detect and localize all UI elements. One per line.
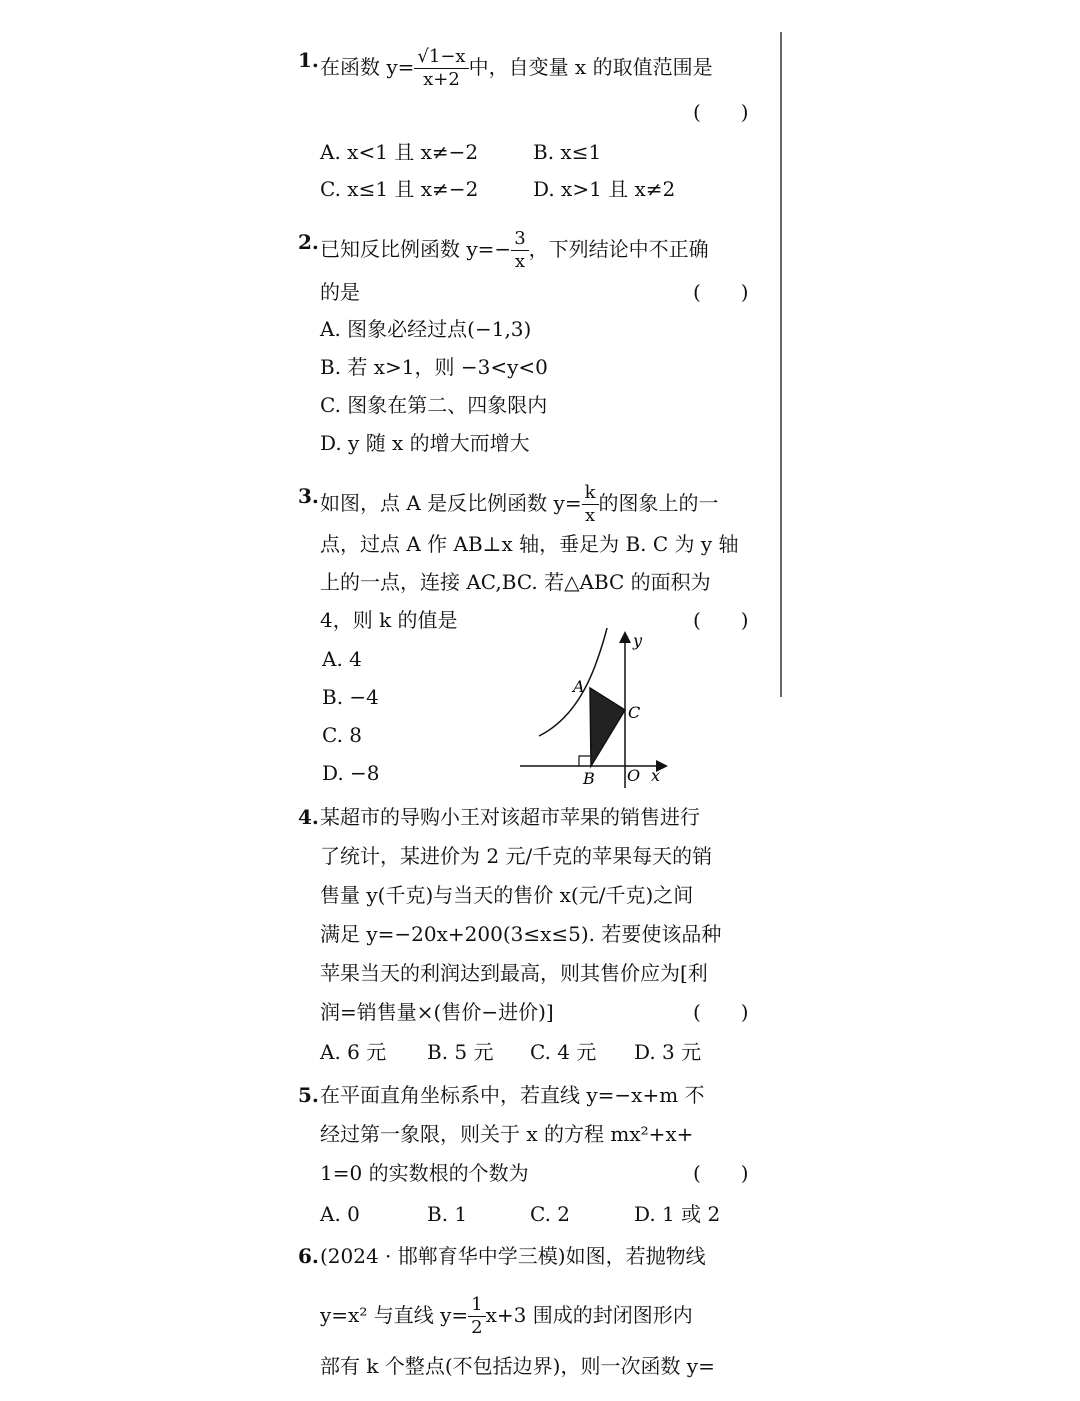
q4-line-1: 某超市的导购小王对该超市苹果的销售进行 (320, 805, 700, 829)
q3-frac-den: x (584, 505, 596, 526)
q2-frac-num: 3 (511, 228, 528, 251)
q2-stem-a: 已知反比例函数 (320, 237, 460, 261)
q6-fraction (468, 1294, 485, 1339)
q3-stem (320, 482, 719, 527)
q4-number: 4. (298, 805, 319, 829)
q3-stem-line3: 上的一点，连接 AC,BC. 若△ABC 的面积为 (320, 570, 711, 594)
q4-line-6: 润=销售量×(售价−进价)] (320, 1000, 554, 1024)
q6-line-2 (320, 1294, 693, 1339)
q5-line-1: 在平面直角坐标系中，若直线 y=−x+m 不 (320, 1083, 705, 1107)
q1-option-b: B. x≤1 (533, 140, 602, 164)
q3-stem-line4: 4，则 k 的值是 (320, 608, 458, 632)
q4-option-d: D. 3 元 (634, 1040, 702, 1064)
q3-stem-b: 的图象上的一 (598, 491, 719, 515)
q4-option-a: A. 6 元 (320, 1040, 387, 1064)
q1-option-a: A. x<1 且 x≠−2 (320, 140, 479, 164)
q5-option-b: B. 1 (427, 1202, 468, 1226)
q6-line-3: 部有 k 个整点(不包括边界)，则一次函数 y= (320, 1354, 715, 1378)
q1-option-d: D. x>1 且 x≠2 (533, 177, 676, 201)
q3-option-a: A. 4 (322, 647, 362, 671)
q1-stem (320, 46, 713, 91)
q3-option-d: D. −8 (322, 761, 380, 785)
q1-stem-b: 中，自变量 x 的取值范围是 (468, 55, 713, 79)
column-divider (780, 32, 782, 697)
q1-answer-paren: ( ) (693, 100, 749, 124)
q4-line-2: 了统计，某进价为 2 元/千克的苹果每天的销 (320, 844, 713, 868)
q6-line2-b: x+3 围成的封闭图形内 (485, 1303, 693, 1327)
q6-number: 6. (298, 1244, 319, 1268)
q1-fraction (414, 46, 468, 91)
label-b: B (583, 769, 595, 788)
q6-line-1: (2024 · 邯郸育华中学三模)如图，若抛物线 (320, 1244, 706, 1268)
q3-frac-num: k (582, 482, 599, 505)
label-o: O (627, 766, 641, 785)
q6-frac-num: 1 (468, 1294, 485, 1317)
q2-option-c: C. 图象在第二、四象限内 (320, 393, 548, 417)
q5-option-a: A. 0 (320, 1202, 360, 1226)
q4-line-5: 苹果当天的利润达到最高，则其售价应为[利 (320, 961, 708, 985)
q3-option-c: C. 8 (322, 723, 363, 747)
label-y: y (633, 631, 643, 650)
label-x: x (651, 766, 661, 785)
q4-option-c: C. 4 元 (530, 1040, 597, 1064)
q3-y-eq: y= (553, 491, 582, 515)
q2-stem-b: ，下列结论中不正确 (528, 237, 709, 261)
q2-y-eq: y=− (466, 237, 512, 261)
q3-figure (515, 628, 675, 790)
q6-line2-a: y=x² 与直线 y= (320, 1303, 469, 1327)
q1-y-eq: y= (386, 55, 415, 79)
q3-stem-line2: 点，过点 A 作 AB⊥x 轴，垂足为 B. C 为 y 轴 (320, 532, 739, 556)
q5-option-d: D. 1 或 2 (634, 1202, 721, 1226)
q3-number: 3. (298, 484, 319, 508)
q6-frac-den: 2 (471, 1317, 483, 1338)
q4-line-4: 满足 y=−20x+200(3≤x≤5). 若要使该品种 (320, 922, 722, 946)
q5-line-3: 1=0 的实数根的个数为 (320, 1161, 529, 1185)
q2-number: 2. (298, 230, 319, 254)
q2-option-a: A. 图象必经过点(−1,3) (320, 317, 532, 341)
right-angle-mark (579, 756, 590, 766)
q1-frac-num: √1−x (414, 46, 468, 69)
q1-option-c: C. x≤1 且 x≠−2 (320, 177, 479, 201)
q4-line-3: 售量 y(千克)与当天的售价 x(元/千克)之间 (320, 883, 694, 907)
q2-answer-paren: ( ) (693, 280, 749, 304)
q3-option-b: B. −4 (322, 685, 379, 709)
q2-fraction (511, 228, 528, 273)
q1-number: 1. (298, 48, 319, 72)
q3-stem-a: 如图，点 A 是反比例函数 (320, 491, 548, 515)
label-c: C (628, 703, 641, 722)
label-a: A (573, 677, 585, 696)
q2-stem (320, 228, 709, 273)
triangle-abc (590, 688, 625, 766)
q5-answer-paren: ( ) (693, 1161, 749, 1185)
q1-stem-a: 在函数 (320, 55, 380, 79)
q2-option-d: D. y 随 x 的增大而增大 (320, 431, 530, 455)
q2-option-b: B. 若 x>1，则 −3<y<0 (320, 355, 548, 379)
q4-answer-paren: ( ) (693, 1000, 749, 1024)
q5-option-c: C. 2 (530, 1202, 571, 1226)
q4-option-b: B. 5 元 (427, 1040, 494, 1064)
q2-frac-den: x (514, 251, 525, 272)
q1-frac-den: x+2 (423, 69, 460, 90)
q3-answer-paren: ( ) (693, 608, 749, 632)
q5-line-2: 经过第一象限，则关于 x 的方程 mx²+x+ (320, 1122, 694, 1146)
q2-stem-line2: 的是 (320, 280, 360, 304)
q5-number: 5. (298, 1083, 319, 1107)
q3-fraction (582, 482, 599, 527)
